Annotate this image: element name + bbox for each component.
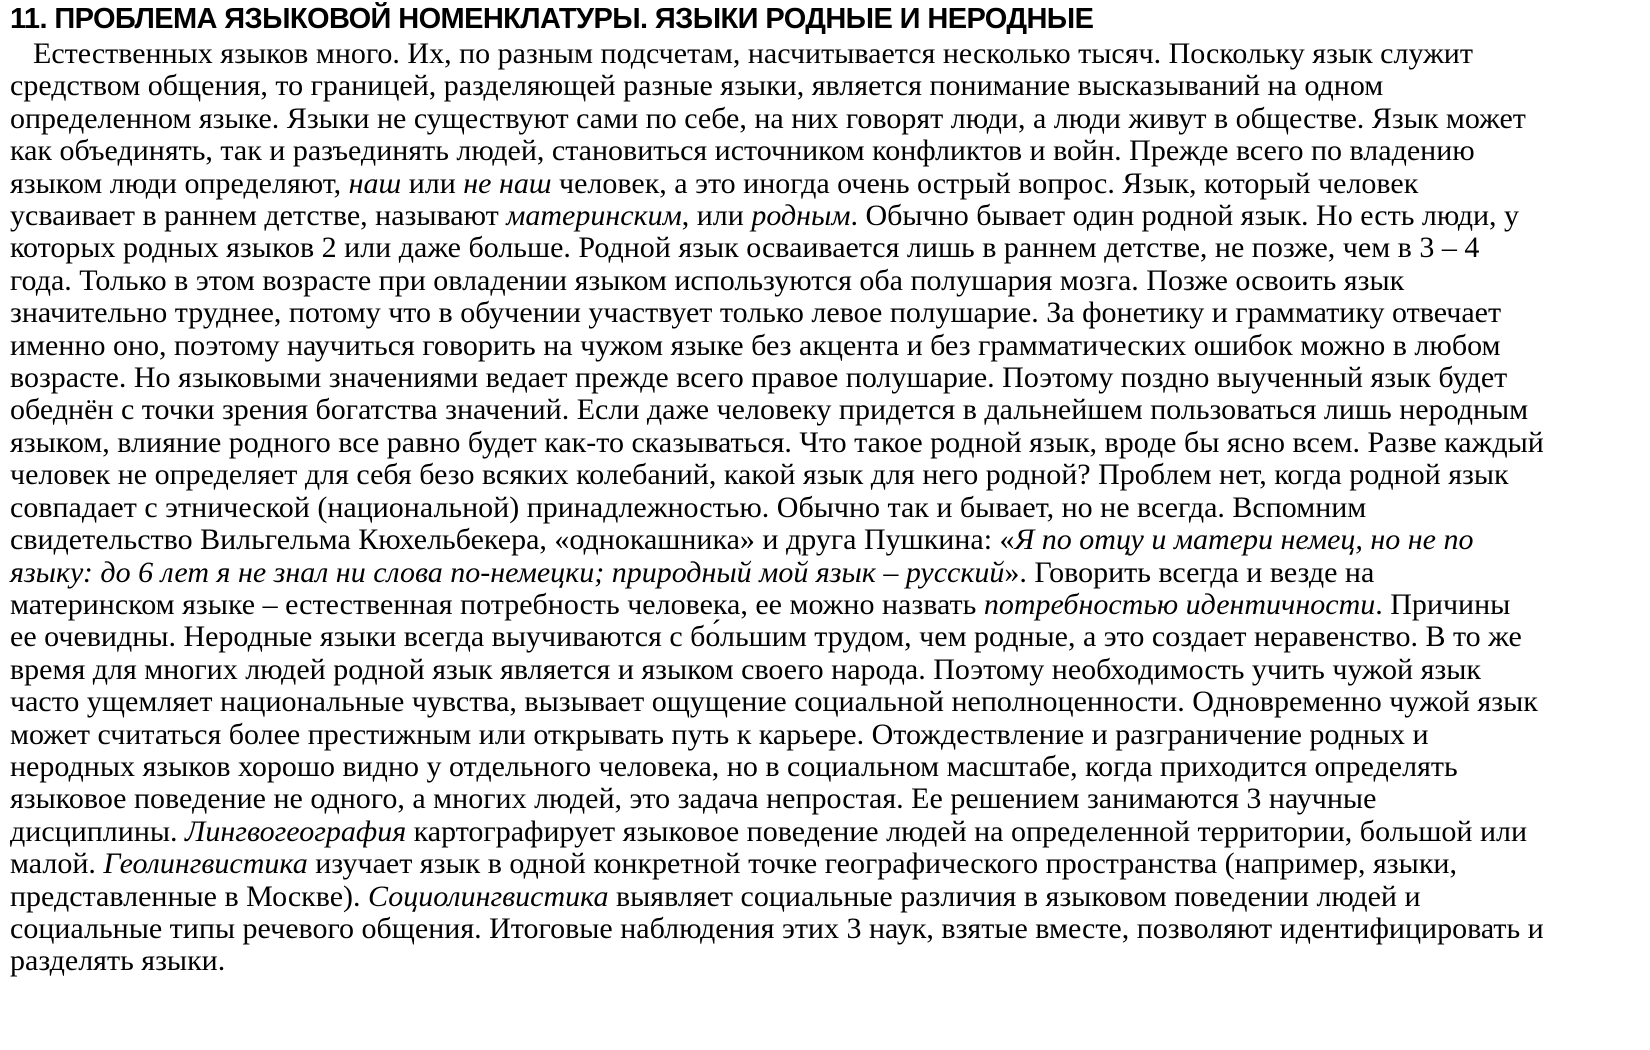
text-run: выявляет социальные различия в языковом поведении людей и социальные типы речевого общения. Итоговые наблюдения этих 3 наук, взятые вместе, позволяют идентифицировать и разделять языки. bbox=[10, 879, 1544, 978]
italic-text-run: материнским bbox=[506, 199, 682, 233]
italic-text-run: не наш bbox=[463, 166, 552, 200]
text-run: ». Говорить всегда и везде на материнском языке – естественная потребность человека, ее можно назвать bbox=[10, 555, 1375, 621]
text-run: изучает язык в одной конкретной точке географического пространства (например, языки, представленные в Москве). bbox=[10, 847, 1457, 913]
text-run: . Причины ее очевидны. Неродные языки всегда выучиваются с бо́льшим трудом, чем родные, а это создает неравенство. В то же время для многих людей родной язык является и языком своего народа. Поэтому необходимость учить чужой язык часто ущемляет национальные чувства, вызывает ощущение социальной неполноценности. Одновременно чужой язык может считаться более престижным или открывать путь к карьере. Отождествление и разграничение родных и неродных языков хорошо видно у отдельного человека, но в социальном масштабе, когда приходится определять языковое поведение не одного, а многих людей, это задача непростая. Ее решением занимаются 3 научные дисциплины. bbox=[10, 587, 1538, 848]
italic-text-run: наш bbox=[348, 166, 402, 200]
italic-text-run: Лингвогеография bbox=[185, 814, 407, 848]
text-run: человек, а это иногда очень острый вопрос. Язык, который человек усваивает в раннем детстве, называют bbox=[10, 166, 1419, 233]
italic-text-run: Социолингвистика bbox=[368, 879, 609, 913]
italic-text-run: Геолингвистика bbox=[103, 847, 308, 881]
body-paragraph bbox=[10, 38, 1544, 978]
text-run: или bbox=[401, 166, 464, 200]
text-run: картографирует языковое поведение людей на определенной территории, большой или малой. bbox=[10, 814, 1528, 881]
italic-text-run: потребностью идентичности bbox=[983, 587, 1376, 621]
italic-text-run: родным bbox=[751, 199, 851, 233]
italic-text-run: Я по отцу и матери немец, но не по языку: до 6 лет я не знал ни слова по-немецки; природный мой язык – русский bbox=[10, 523, 1474, 589]
text-run: . Обычно бывает один родной язык. Но есть люди, у которых родных языков 2 или даже больше. Родной язык осваивается лишь в раннем детстве, не позже, чем в 3 – 4 года. Только в этом возрасте при овладении языком используются оба полушария мозга. Позже освоить язык значительно труднее, потому что в обучении участвует только левое полушарие. За фонетику и грамматику отвечает именно оно, поэтому научиться говорить на чужом языке без акцента и без грамматических ошибок можно в любом возрасте. Но языковыми значениями ведает прежде всего правое полушарие. Поэтому поздно выученный язык будет обеднён с точки зрения богатства значений. Если даже человеку придется в дальнейшем пользоваться лишь неродным языком, влияние родного все равно будет как-то сказываться. Что такое родной язык, вроде бы ясно всем. Разве каждый человек не определяет для себя безо всяких колебаний, какой язык для него родной? Проблем нет, когда родной язык совпадает с этнической (национальной) принадлежностью. Обычно так и бывает, но не всегда. Вспомним свидетельство Вильгельма Кюхельбекера, «однокашника» и друга Пушкина: « bbox=[10, 199, 1544, 557]
document-title: 11. ПРОБЛЕМА ЯЗЫКОВОЙ НОМЕНКЛАТУРЫ. ЯЗЫКИ РОДНЫЕ И НЕРОДНЫЕ bbox=[10, 3, 1094, 35]
text-run: , или bbox=[681, 199, 752, 233]
text-run: Естественных языков много. Их, по разным подсчетам, насчитывается несколько тысяч. Поскольку язык служит средством общения, то границей, разделяющей разные языки, является понимание высказываний на одном определенном языке. Языки не существуют сами по себе, на них говорят люди, а люди живут в обществе. Язык может как объединять, так и разъединять людей, становиться источником конфликтов и войн. Прежде всего по владению языком люди определяют, bbox=[10, 37, 1526, 200]
